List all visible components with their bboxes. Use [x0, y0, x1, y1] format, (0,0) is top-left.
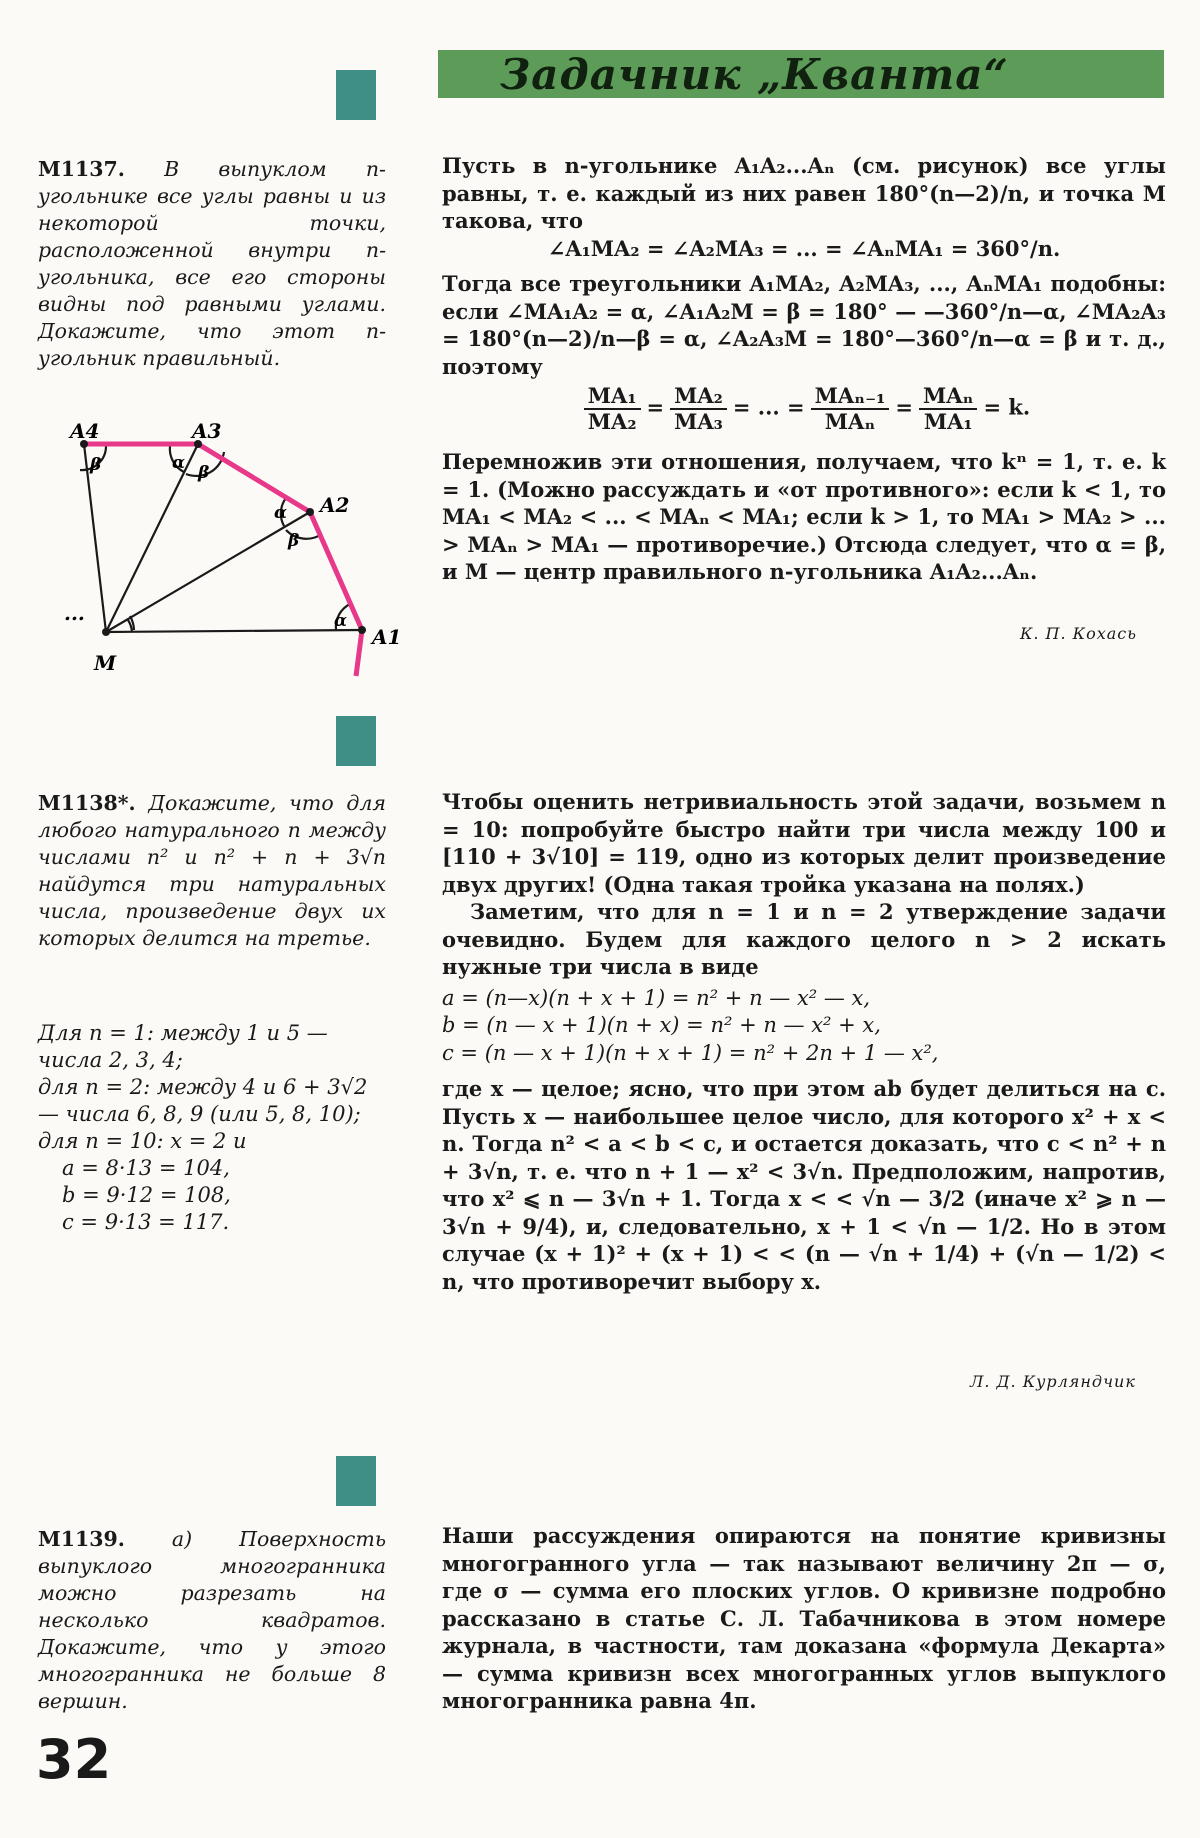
label-beta-a2: β: [288, 531, 300, 551]
polygon-figure: [36, 408, 402, 688]
m1138-number: М1138*.: [38, 791, 136, 815]
ratio-3-num: MAₙ₋₁: [814, 383, 886, 408]
m1139-solution: [442, 1522, 1166, 1715]
ratio-1: [584, 384, 641, 434]
section-marker-2: [336, 716, 376, 766]
label-a1: A1: [372, 625, 402, 649]
segment-m-a1: [106, 630, 362, 632]
ratio-2-den: MA₃: [670, 408, 727, 434]
section-marker-1: [336, 70, 376, 120]
ratio-1-den: MA₂: [584, 408, 641, 434]
m1137-solution-p3: Перемножив эти отношения, получаем, что kⁿ = 1, т. е. k = 1. (Можно рассуждать и «от противного»: если k < 1, то MA₁ < MA₂ < ... < MAₙ < MA₁; если k > 1, то MA₁ > MA₂ > ... > MAₙ > MA₁ — противоречие.) Отсюда следует, что α = β, и M — центр правильного n-угольника A₁A₂...Aₙ.: [442, 449, 1166, 584]
vertex-a1: [358, 626, 366, 634]
m1138-formula-b: b = (n — x + 1)(n + x) = n² + n — x² + x,: [442, 1013, 881, 1037]
segment-m-a2: [106, 512, 310, 632]
point-m: [102, 628, 110, 636]
ratio-mid: = ... =: [732, 394, 805, 420]
label-alpha-a3: α: [172, 453, 186, 473]
m1138-author: Л. Д. Курляндчик: [970, 1372, 1136, 1391]
m1138-margin-hint: [38, 1020, 386, 1236]
vertex-a2: [306, 508, 314, 516]
m1138-solution-p1: Чтобы оценить нетривиальность этой задачи, возьмем n = 10: попробуйте быстро найти три числа между 100 и [110 + 3√10] = 119, одно из которых делит произведение двух других! (Одна такая тройка указана на полях.): [442, 789, 1166, 897]
m1137-solution-p1: Пусть в n-угольнике A₁A₂...Aₙ (см. рисунок) все углы равны, т. е. каждый из них равен 180°(n—2)/n, и точка M такова, что: [442, 153, 1166, 233]
ratio-2: [670, 384, 727, 434]
m1138-statement: [38, 790, 386, 952]
m1139-statement-text: а) Поверхность выпуклого многогранника можно разрезать на несколько квадратов. Докажите, что у этого многогранника не больше 8 вершин.: [38, 1527, 386, 1713]
hint-line-5: b = 9·12 = 108,: [62, 1183, 231, 1207]
m1139-statement: [38, 1526, 386, 1715]
label-beta-a4: β: [90, 455, 102, 475]
m1139-solution-text: Наши рассуждения опираются на понятие кривизны многогранного угла — так называют величину 2π — σ, где σ — сумма его плоских углов. О кривизне подробно рассказано в статье С. Л. Табачникова в этом номере журнала, в частности, там доказана «формула Декарта» — сумма кривизн всех многогранных углов выпуклого многогранника равна 4π.: [442, 1523, 1166, 1713]
label-alpha-a2: α: [274, 503, 288, 523]
m1137-solution-p2: Тогда все треугольники A₁MA₂, A₂MA₃, ..., AₙMA₁ подобны: если ∠MA₁A₂ = α, ∠A₁A₂M = β = 180° — —360°/n—α, ∠MA₂A₃ = 180°(n—2)/n—β = α, ∠A₂A₃M = 180°—360°/n—α = β и т. д., поэтому: [442, 271, 1166, 379]
m1137-author: К. П. Кохась: [1020, 624, 1137, 643]
m1137-ratio-chain: $\frac{\text{MA₁}}{\text{MA₂}}$ = $\frac{\text{MA₂}}{\text{MA₃}}$ = ... = $\frac{\text{MAₙ₋₁}}{\text{MAₙ}}$ = $\frac{\text{MAₙ}}{\text{MA₁}}$ = k.: [442, 384, 1166, 434]
hint-line-3: для n = 10: x = 2 и: [38, 1129, 247, 1153]
ratio-3: [811, 384, 890, 434]
label-alpha-a1: α: [334, 611, 348, 631]
hint-line-1: Для n = 1: между 1 и 5 — числа 2, 3, 4;: [38, 1021, 328, 1072]
m1137-statement: [38, 156, 386, 372]
m1138-solution-p3: где x — целое; ясно, что при этом ab будет делиться на c. Пусть x — наибольшее целое число, для которого x² + x < n. Тогда n² < a < b < c, и остается доказать, что c < n² + n + 3√n, т. е. что n + 1 — x² < 3√n. Предположим, напротив, что x² ⩽ n — 3√n + 1. Тогда x < < √n — 3/2 (иначе x² ⩾ n — 3√n + 9/4), и, следовательно, x + 1 < √n — 1/2. Но в этом случае (x + 1)² + (x + 1) < < (n — √n + 1/4) + (√n — 1/2) < n, что противоречит выбору x.: [442, 1076, 1166, 1294]
m1137-statement-text: В выпуклом n-угольнике все углы равны и из некоторой точки, расположенной внутри n-угольника, все его стороны видны под равными углами. Докажите, что этот n-угольник правильный.: [38, 157, 386, 370]
ratio-4-num: MAₙ: [922, 383, 974, 408]
banner-title: Задачник „Кванта“: [500, 50, 1009, 99]
m1139-number: М1139.: [38, 1527, 125, 1551]
m1138-formula-a: a = (n—x)(n + x + 1) = n² + n — x² — x,: [442, 985, 871, 1010]
m1138-solution: [442, 788, 1166, 1295]
label-beta-a3: β: [198, 463, 210, 483]
label-a4: A4: [70, 419, 100, 443]
label-dots: ...: [64, 601, 85, 625]
ratio-2-num: MA₂: [674, 383, 723, 408]
hint-line-2: для n = 2: между 4 и 6 + 3√2 — числа 6, 8, 9 (или 5, 8, 10);: [38, 1075, 368, 1126]
hint-line-6: c = 9·13 = 117.: [62, 1210, 230, 1234]
ratio-4-den: MA₁: [919, 408, 977, 434]
m1137-number: М1137.: [38, 157, 125, 181]
m1138-formula-c: c = (n — x + 1)(n + x + 1) = n² + 2n + 1 — x²,: [442, 1040, 939, 1065]
ratio-tail: = k.: [983, 394, 1031, 420]
m1138-statement-text: Докажите, что для любого натурального n между числами n² и n² + n + 3√n найдутся три натуральных числа, произведение двух их которых делится на третье.: [38, 791, 386, 950]
m1137-equation: ∠A₁MA₂ = ∠A₂MA₃ = ... = ∠AₙMA₁ = 360°/n.: [547, 235, 1061, 261]
section-marker-3: [336, 1456, 376, 1506]
page-number: 32: [36, 1728, 112, 1791]
label-a3: A3: [192, 419, 222, 443]
ratio-3-den: MAₙ: [811, 408, 890, 434]
polygon-boundary: [84, 444, 362, 676]
hint-line-4: a = 8·13 = 104,: [62, 1156, 230, 1180]
ratio-1-num: MA₁: [587, 383, 637, 408]
m1137-solution: [442, 152, 1166, 586]
label-a2: A2: [320, 493, 350, 517]
label-m: M: [94, 651, 117, 675]
ratio-4: [919, 384, 977, 434]
m1138-solution-p2: Заметим, что для n = 1 и n = 2 утверждение задачи очевидно. Будем для каждого целого n > 2 искать нужные три числа в виде: [442, 899, 1166, 979]
